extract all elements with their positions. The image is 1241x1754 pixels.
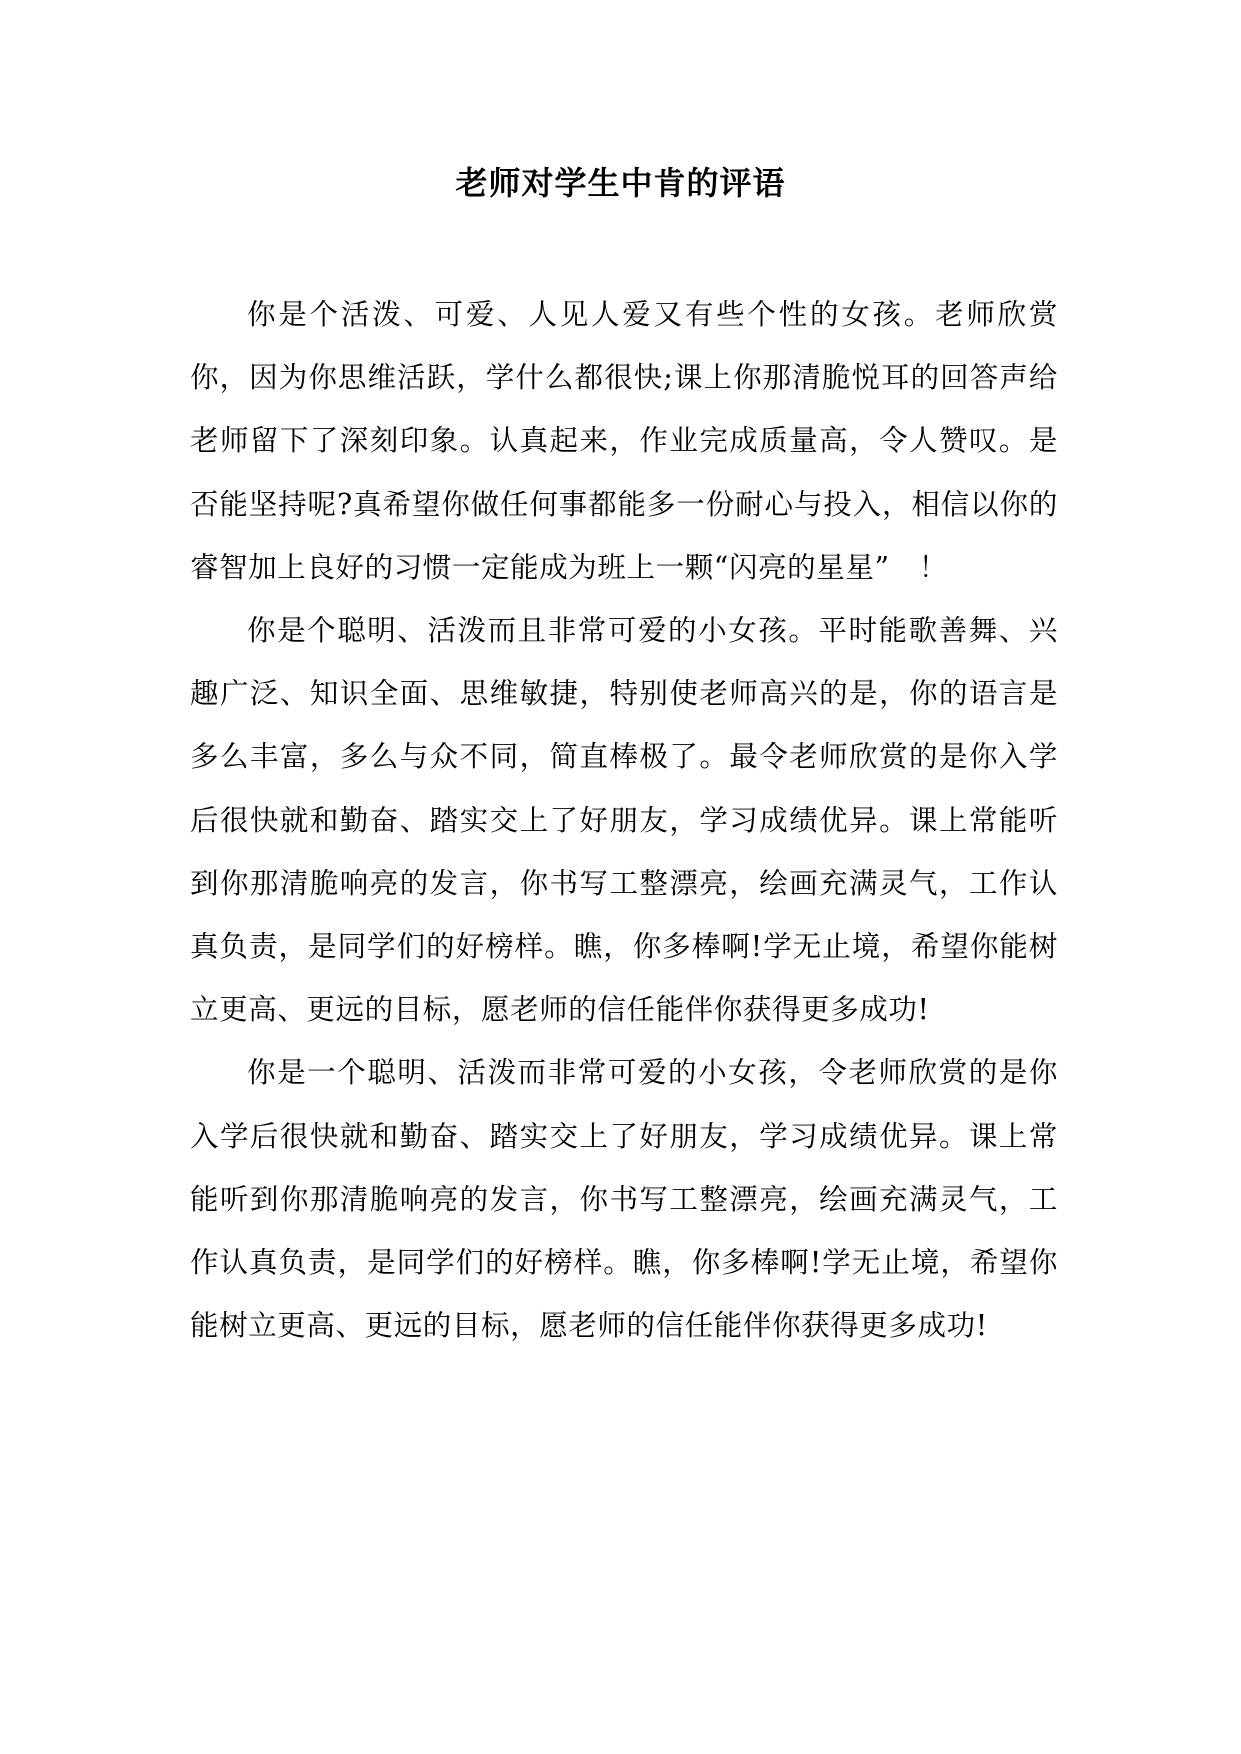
paragraph-2: 你是个聪明、活泼而且非常可爱的小女孩。平时能歌善舞、兴趣广泛、知识全面、思维敏捷，特别使老师高兴的是，你的语言是多么丰富，多么与众不同，简直棒极了。最令老师欣赏的是你入学后很快就和勤奋、踏实交上了好朋友，学习成绩优异。课上常能听到你那清脆响亮的发言，你书写工整漂亮，绘画充满灵气，工作认真负责，是同学们的好榜样。瞧，你多棒啊!学无止境，希望你能树立更高、更远的目标，愿老师的信任能伴你获得更多成功! bbox=[190, 614, 1058, 1027]
paragraph-1: 你是个活泼、可爱、人见人爱又有些个性的女孩。老师欣赏你，因为你思维活跃，学什么都很快;课上你那清脆悦耳的回答声给老师留下了深刻印象。认真起来，作业完成质量高，令人赞叹。是否能坚持呢?真希望你做任何事都能多一份耐心与投入，相信以你的睿智加上良好的习惯一定能成为班上一颗“闪亮的星星” ！ bbox=[190, 298, 1058, 584]
paragraph-3: 你是一个聪明、活泼而非常可爱的小女孩，令老师欣赏的是你入学后很快就和勤奋、踏实交上了好朋友，学习成绩优异。课上常能听到你那清脆响亮的发言，你书写工整漂亮，绘画充满灵气，工作认真负责，是同学们的好榜样。瞧，你多棒啊!学无止境，希望你能树立更高、更远的目标，愿老师的信任能伴你获得更多成功! bbox=[190, 1056, 1058, 1343]
page-title: 老师对学生中肯的评语 bbox=[455, 164, 786, 202]
document-body bbox=[190, 283, 1058, 1357]
